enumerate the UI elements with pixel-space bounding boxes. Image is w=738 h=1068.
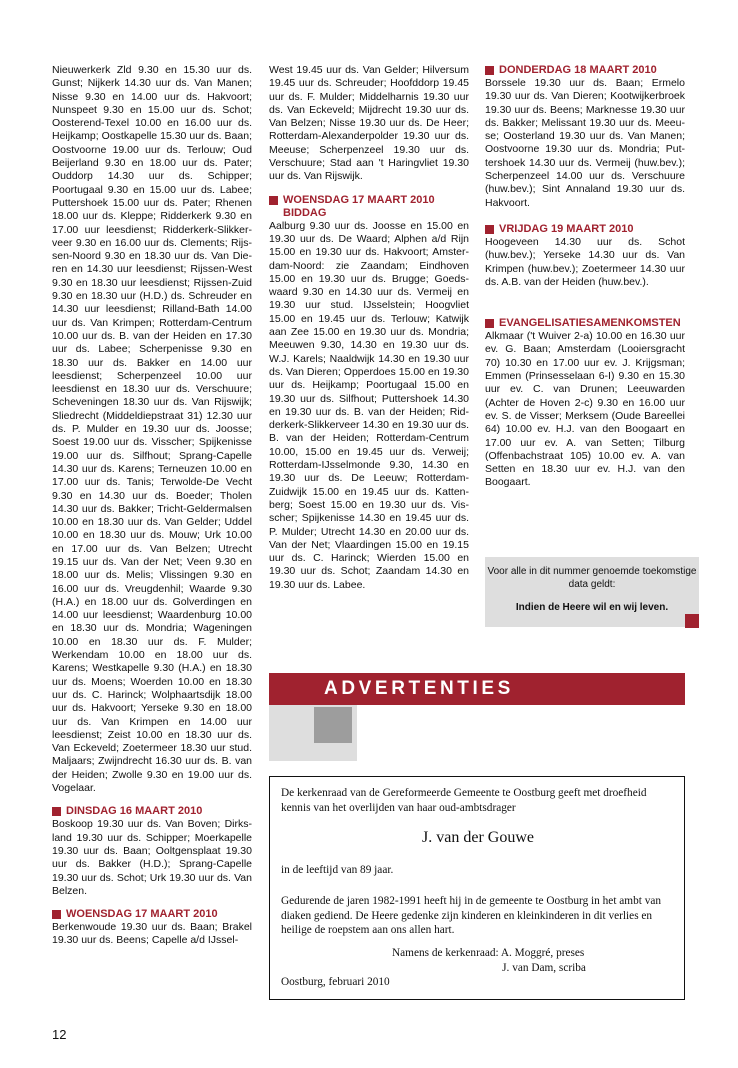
advert-intro: De kerkenraad van de Gereformeerde Gemeente te Oostburg geeft met droefheid kennis van het overlijden van haar oud-ambtsdrager: [281, 787, 647, 814]
section-heading-biddag: [269, 194, 469, 220]
wednesday-services-text: Berkenwoude 19.30 uur ds. Baan; Brakel 19.30 uur ds. Beens; Capelle a/d IJssel-: [52, 921, 252, 947]
notice-text: Voor alle in dit nummer genoemde toekomstige data geldt:: [487, 566, 697, 590]
square-bullet-icon: [269, 196, 278, 205]
advert-place-date: Oostburg, februari 2010: [281, 976, 390, 988]
advert-header-square: [314, 707, 352, 743]
notice-box: [485, 557, 699, 627]
column-2: [269, 64, 469, 592]
section-heading-label: VRIJDAG 19 MAART 2010: [499, 222, 634, 235]
friday-services-text: Hoogeveen 14.30 uur ds. Schot (huw.bev.); Yerseke 14.30 uur ds. Van Krimpen (huw.bev.); Zoetermeer 14.30 uur ds. A.B. van der Heiden (huw.bev.).: [485, 235, 685, 288]
section-heading-label: DINSDAG 16 MAART 2010: [66, 805, 203, 818]
advertenties-banner: [269, 673, 685, 705]
biddag-services-text: Aalburg 9.30 uur ds. Joosse en 15.00 en 19.30 uur ds. De Waard; Alphen a/d Rijn 15.00 en 19.30 uur ds. Hakvoort; Amsterdam-Noord: zie Zaandam; Eindhoven 15.00 en 19.30 uur ds. Brugge; Goedswaard 9.30 en 14.30 uur ds. Vermeij en 19.30 uur stud. IJsselstein; Hoogvliet 15.00 en 19.45 uur ds. Terlouw; Katwijk aan Zee 15.00 en 19.30 uur ds. Mondria; Meeuwen 9.30, 14.30 en 19.30 uur ds. W.J. Karels; Naaldwijk 14.30 en 19.30 uur ds. Van Dieren; Opperdoes 15.00 en 19.30 uur ds. Heijkamp; Poortugaal 15.00 en 19.30 uur ds. Silfhout; Puttershoek 14.30 en 19.30 uur ds. B. van der Heiden; Ridderkerk-Slikkerveer 14.30 en 19.30 uur ds. B. van der Heiden; Rotterdam-Centrum 10.00, 15.00 en 19.45 uur ds. Verweij; Rotterdam-IJsselmonde 9.30, 14.30 en 19.30 uur ds. De Leeuw; Rotterdam-Zuidwijk 15.00 en 19.45 uur ds. Kattenberg; Soest 15.00 en 19.30 uur ds. Visscher; Spijkenisse 14.30 en 19.45 uur ds. P. Mulder; Utrecht 14.30 en 20.00 uur ds. Van der Net; Vlaardingen 15.00 en 19.15 uur ds. C. Harinck; Wierden 15.00 en 19.30 uur ds. Schot; Zaandam 14.30 en 19.30 uur ds. Labee.: [269, 219, 469, 591]
deceased-age: in de leeftijd van 89 jaar.: [281, 864, 394, 876]
section-heading-thursday: [485, 64, 685, 77]
column-3: [485, 64, 685, 490]
section-heading-evangelisation: [485, 317, 685, 330]
notice-corner-accent: [685, 614, 699, 628]
section-heading-label: WOENSDAG 17 MAART 2010: [66, 908, 218, 921]
tuesday-services-text: Boskoop 19.30 uur ds. Van Boven; Dirksland 19.30 uur ds. Schipper; Moerkapelle 19.30 uur ds. Baan; Ooltgensplaat 19.30 uur ds. Bakker (H.D.); Sprang-Capelle 19.30 uur ds. Schot; Urk 19.30 uur ds. Van Belzen.: [52, 818, 252, 897]
section-heading-wednesday: [52, 908, 252, 921]
church-services-text: Nieuwerkerk Zld 9.30 en 15.30 uur ds. Gunst; Nijkerk 14.30 uur ds. Van Manen; Nisse 9.30 en 14.00 uur ds. Hakvoort; Nunspeet 9.30 en 15.00 uur ds. Schot; Oosterend-Texel 10.00 en 16.00 uur ds. Heijkamp; Oostkapelle 15.30 uur ds. Baan; Oostvoorne 19.00 uur ds. Terlouw; Oud Beijerland 9.30 en 18.00 uur ds. Pater; Ouddorp 14.30 uur ds. Schipper; Poortugaal 9.30 en 15.00 uur ds. Labee; Puttershoek 15.00 uur ds. Pater; Rhenen 18.00 uur ds. Kleppe; Ridderkerk 9.30 en 17.00 uur leesdienst; Ridderkerk-Slikkerveer 9.30 en 16.00 uur ds. Clements; Rijssen-Noord 9.30 en 18.30 uur ds. Van Dieren en 14.30 uur leesdienst; Rijssen-West 9.30 en 18.30 uur leesdienst; Rijssen-Zuid 9.30 en 18.30 uur (H.D.) ds. Schreuder en 14.30 uur leesdienst; Rilland-Bath 14.00 uur ds. Van Krimpen; Rotterdam-Centrum 10.00 uur ds. B. van der Heiden en 17.30 uur ds. Labee; Scherpenisse 9.30 en 18.30 uur ds. Bakker en 14.00 uur leesdienst; Scherpenzeel 10.00 uur leesdienst en 18.30 uur ds. Verschuure; Scheveningen 18.30 uur ds. Van Rijswijk; Sliedrecht (Middeldiepstraat 31) 12.30 uur ds. P. Mulder en 19.30 uur ds. Joosse; Soest 19.00 uur ds. Visscher; Spijkenisse 19.00 uur ds. Silfhout; Sprang-Capelle 14.30 uur ds. Karens; Terneuzen 10.00 en 17.00 uur ds. Tanis; Terwolde-De Vecht 9.30 en 14.30 uur ds. Boeder; Tholen 14.30 uur ds. Bakker; Tricht-Geldermalsen 10.00 en 18.30 uur ds. Van Gelder; Uddel 10.00 en 18.30 uur ds. Mouw; Urk 10.00 en 17.00 uur ds. Van Belzen; Utrecht 19.15 uur ds. Van der Net; Veen 9.30 en 18.00 uur ds. Melis; Vlissingen 9.30 en 16.00 uur ds. Vreugdenhil; Waarde 9.30 (H.A.) en 18.00 uur ds. Golverdingen en 14.00 uur leesdienst; Waardenburg 10.00 en 18.30 uur ds. Mondria; Wageningen 10.00 en 18.30 uur ds. F. Mulder; Werkendam 10.00 en 18.00 uur ds. Karens; Westkapelle 9.30 (H.A.) en 18.30 uur ds. Moens; Woerden 10.00 en 18.30 uur ds. C. Harinck; Wolphaartsdijk 18.00 uur ds. Hakvoort; Yerseke 9.30 en 18.00 uur ds. Van Krimpen en 14.00 uur leesdienst; Zeist 10.00 en 18.30 uur ds. Van Eckeveld; Zoetermeer 18.30 uur stud. Maljaars; Zwijndrecht 16.30 uur ds. B. van der Heiden; Zwolle 9.30 en 19.00 uur ds. Vogelaar.: [52, 64, 252, 795]
square-bullet-icon: [52, 910, 61, 919]
section-heading-label: EVANGELISATIESAMENKOMSTEN: [499, 317, 681, 330]
notice-emphasis: Indien de Heere wil en wij leven.: [515, 602, 669, 613]
section-heading-tuesday: [52, 805, 252, 818]
section-heading-friday: [485, 223, 685, 236]
column-1: [52, 64, 252, 948]
evangelisation-services-text: Alkmaar ('t Wuiver 2-a) 10.00 en 16.30 uur ev. G. Baan; Amsterdam (Looiersgracht 70) 10.30 en 17.00 uur ev. J. Krijgsman; Emmen (Prinsesselaan 6-I) 9.30 en 15.30 uur ev. C. van Drunen; Leeuwarden (Achter de Hoven 2-c) 9.30 en 16.00 uur ev. S. de Visser; Merksem (Oude Bareellei 64) 10.00 ev. H.J. van den Boogaart en 17.00 uur ev. A. van Setten; Tilburg (Offenbachstraat 105) 10.00 ev. A. van Setten en 18.30 uur ev. H.J. van den Boogaart.: [485, 330, 685, 489]
deceased-name: J. van der Gouwe: [422, 829, 534, 846]
advert-body: Gedurende de jaren 1982-1991 heeft hij in de gemeente te Oostburg in het ambt van diaken gediend. De Heere gedenke zijn kinderen en kleinkinderen in dit verlies en heilige de roepstem aan ons allen hart.: [281, 895, 662, 936]
page-number: 12: [52, 1027, 67, 1042]
square-bullet-icon: [52, 807, 61, 816]
thursday-services-text: Borssele 19.30 uur ds. Baan; Ermelo 19.30 uur ds. Van Dieren; Kootwijkerbroek 19.30 uur ds. Beens; Marknesse 19.30 uur ds. Bakker; Melissant 19.30 uur ds. Meeuse; Oosterland 19.30 uur ds. Van Manen; Oostvoorne 19.30 uur ds. Mondria; Puttershoek 14.30 uur ds. Vermeij (huw.bev.); Scherpenzeel 14.00 uur ds. Verschuure (huw.bev.); Sint Annaland 19.30 uur ds. Hakvoort.: [485, 77, 685, 209]
section-heading-label: DONDERDAG 18 MAART 2010: [499, 64, 657, 76]
square-bullet-icon: [485, 66, 494, 75]
square-bullet-icon: [485, 225, 494, 234]
wednesday-services-continued: West 19.45 uur ds. Van Gelder; Hilversum 19.45 uur ds. Schreuder; Hoofddorp 19.45 uur ds. F. Mulder; Middelharnis 19.30 uur ds. Van Eckeveld; Mijdrecht 19.30 uur ds. Van Belzen; Nisse 19.30 uur ds. De Heer; Rotterdam-Alexanderpolder 19.30 uur ds. Meeuse; Scherpenzeel 19.30 uur ds. Verschuure; Stad aan 't Haringvliet 19.30 uur ds. Van Rijswijk.: [269, 64, 469, 183]
square-bullet-icon: [485, 319, 494, 328]
section-subheading: BIDDAG: [283, 206, 327, 219]
death-notice-advert: [269, 776, 685, 1000]
advertenties-title: ADVERTENTIES: [324, 678, 514, 699]
section-heading-label: WOENSDAG 17 MAART 2010: [283, 193, 435, 206]
advert-signature: Namens de kerkenraad: A. Moggré, preses J. van Dam, scriba: [392, 947, 586, 974]
